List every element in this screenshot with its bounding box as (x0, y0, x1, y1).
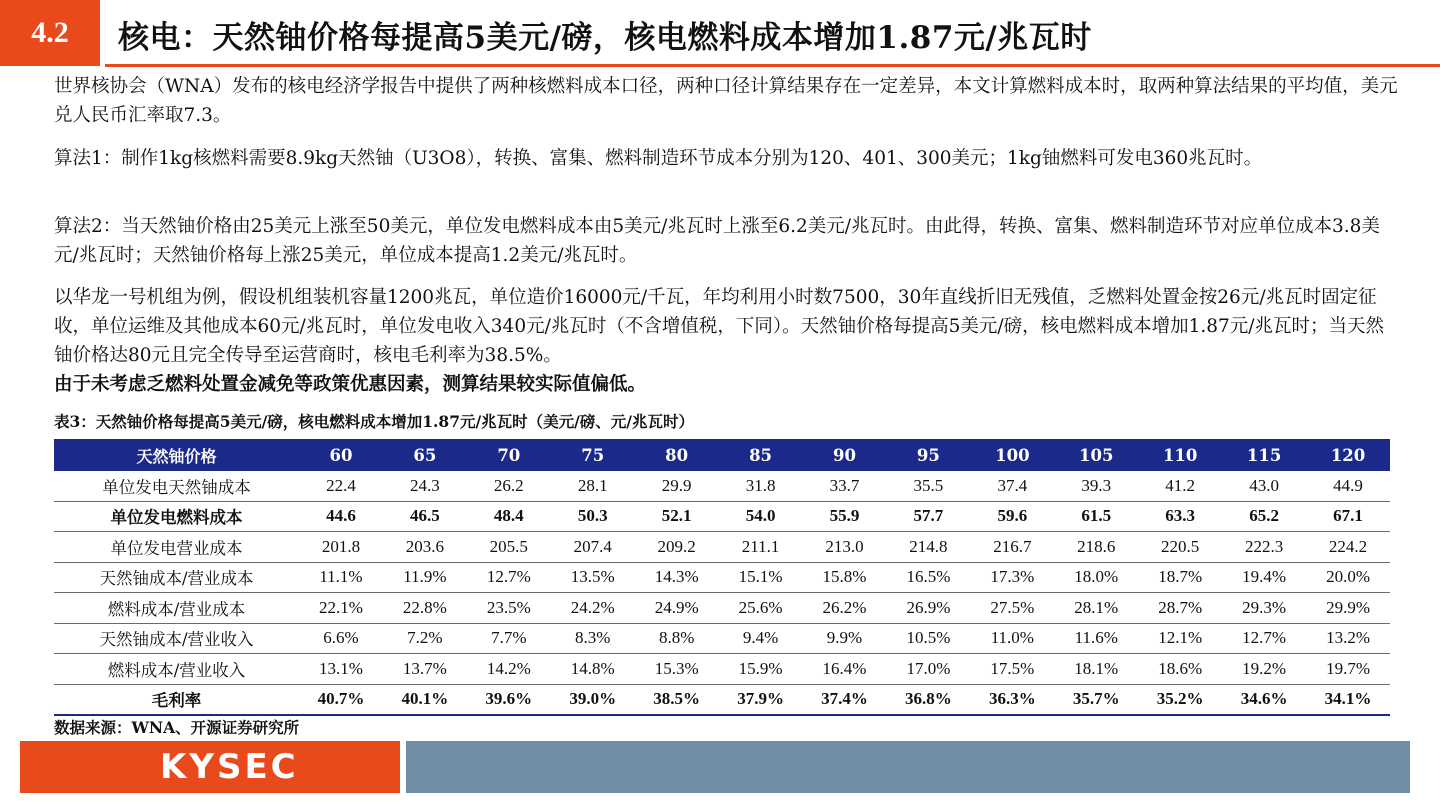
table-cell: 18.7% (1138, 562, 1222, 593)
table-cell: 9.4% (719, 623, 803, 654)
row-label: 单位发电营业成本 (54, 532, 299, 563)
table-cell: 14.3% (635, 562, 719, 593)
table-cell: 65.2 (1222, 501, 1306, 532)
row-label: 燃料成本/营业成本 (54, 593, 299, 624)
uranium-cost-table (54, 439, 1390, 716)
table-header-price: 65 (383, 439, 467, 471)
table-cell: 40.1% (383, 684, 467, 715)
table-cell: 24.2% (551, 593, 635, 624)
table-cell: 8.8% (635, 623, 719, 654)
table-header-price: 95 (886, 439, 970, 471)
table-cell: 13.2% (1306, 623, 1390, 654)
logo-text: KYSEC (160, 747, 299, 787)
table-cell: 12.1% (1138, 623, 1222, 654)
table-cell: 19.2% (1222, 654, 1306, 685)
table-cell: 57.7 (886, 501, 970, 532)
paragraph-wna-intro: 世界核协会（WNA）发布的核电经济学报告中提供了两种核燃料成本口径，两种口径计算结果存在一定差异，本文计算燃料成本时，取两种算法结果的平均值，美元兑人民币汇率取7.3。 (54, 76, 1398, 126)
table-cell: 46.5 (383, 501, 467, 532)
table-cell: 19.4% (1222, 562, 1306, 593)
table-cell: 11.9% (383, 562, 467, 593)
table-cell: 12.7% (467, 562, 551, 593)
table-cell: 8.3% (551, 623, 635, 654)
table-cell: 17.0% (886, 654, 970, 685)
table-header-price: 75 (551, 439, 635, 471)
table-cell: 201.8 (299, 532, 383, 563)
table-cell: 61.5 (1054, 501, 1138, 532)
table-cell: 213.0 (803, 532, 887, 563)
table-header-price: 70 (467, 439, 551, 471)
footer-bar (406, 741, 1410, 793)
title-underline (105, 64, 1440, 67)
table-cell: 15.3% (635, 654, 719, 685)
table-cell: 13.7% (383, 654, 467, 685)
table-cell: 67.1 (1306, 501, 1390, 532)
kysec-logo (20, 741, 400, 793)
table-header-price: 115 (1222, 439, 1306, 471)
table-cell: 27.5% (970, 593, 1054, 624)
table-cell: 29.9% (1306, 593, 1390, 624)
table-cell: 44.6 (299, 501, 383, 532)
table-cell: 35.7% (1054, 684, 1138, 715)
table-cell: 20.0% (1306, 562, 1390, 593)
table-cell: 207.4 (551, 532, 635, 563)
table-header-price: 90 (803, 439, 887, 471)
table-cell: 216.7 (970, 532, 1054, 563)
paragraph-hualong-example: 以华龙一号机组为例，假设机组装机容量1200兆瓦，单位造价16000元/千瓦，年均利用小时数7500，30年直线折旧无残值，乏燃料处置金按26元/兆瓦时固定征收，单位运维及其他成本60元/兆瓦时，单位发电收入340元/兆瓦时（不含增值税，下同）。天然铀价格每提高5美元/磅，核电燃料成本增加1.87元/兆瓦时；当天然铀价格达80元且完全传导至运营商时，核电毛利率为38.5%。 (54, 287, 1385, 366)
table-cell: 14.2% (467, 654, 551, 685)
table-header-row (54, 439, 1390, 471)
table-cell: 24.9% (635, 593, 719, 624)
paragraph-emphasis: 由于未考虑乏燃料处置金减免等政策优惠因素，测算结果较实际值偏低。 (54, 374, 647, 395)
table-cell: 13.5% (551, 562, 635, 593)
row-label: 燃料成本/营业收入 (54, 654, 299, 685)
table-caption: 表3：天然铀价格每提高5美元/磅，核电燃料成本增加1.87元/兆瓦时（美元/磅、元/兆瓦时） (54, 412, 694, 431)
table-cell: 14.8% (551, 654, 635, 685)
table-header-price: 120 (1306, 439, 1390, 471)
table-cell: 214.8 (886, 532, 970, 563)
table-cell: 24.3 (383, 471, 467, 501)
table-cell: 6.6% (299, 623, 383, 654)
table-cell: 43.0 (1222, 471, 1306, 501)
table-header-label: 天然铀价格 (54, 439, 299, 471)
table-cell: 35.2% (1138, 684, 1222, 715)
table-cell: 34.1% (1306, 684, 1390, 715)
table-cell: 18.6% (1138, 654, 1222, 685)
table-cell: 44.9 (1306, 471, 1390, 501)
table-row (54, 623, 1390, 654)
table-cell: 13.1% (299, 654, 383, 685)
table-cell: 28.7% (1138, 593, 1222, 624)
table-cell: 59.6 (970, 501, 1054, 532)
table-row (54, 562, 1390, 593)
table-cell: 28.1% (1054, 593, 1138, 624)
row-label: 天然铀成本/营业收入 (54, 623, 299, 654)
table-cell: 11.0% (970, 623, 1054, 654)
table-cell: 55.9 (803, 501, 887, 532)
table-cell: 37.4% (803, 684, 887, 715)
table-cell: 211.1 (719, 532, 803, 563)
paragraph-method-1: 算法1：制作1kg核燃料需要8.9kg天然铀（U3O8），转换、富集、燃料制造环节成本分别为120、401、300美元；1kg铀燃料可发电360兆瓦时。 (54, 148, 1263, 169)
table-cell: 205.5 (467, 532, 551, 563)
table-cell: 220.5 (1138, 532, 1222, 563)
section-number-badge: 4.2 (0, 0, 100, 66)
table-cell: 15.1% (719, 562, 803, 593)
table-cell: 35.5 (886, 471, 970, 501)
table-cell: 36.3% (970, 684, 1054, 715)
table-cell: 224.2 (1306, 532, 1390, 563)
table-cell: 15.8% (803, 562, 887, 593)
table-cell: 26.2 (467, 471, 551, 501)
table-cell: 26.9% (886, 593, 970, 624)
table-cell: 9.9% (803, 623, 887, 654)
row-label: 毛利率 (54, 684, 299, 715)
row-label: 单位发电天然铀成本 (54, 471, 299, 501)
table-cell: 38.5% (635, 684, 719, 715)
table-cell: 54.0 (719, 501, 803, 532)
table-cell: 26.2% (803, 593, 887, 624)
table-cell: 16.4% (803, 654, 887, 685)
table-cell: 29.9 (635, 471, 719, 501)
table-header-price: 85 (719, 439, 803, 471)
table-row (54, 593, 1390, 624)
table-cell: 39.6% (467, 684, 551, 715)
table-cell: 19.7% (1306, 654, 1390, 685)
table-cell: 222.3 (1222, 532, 1306, 563)
table-cell: 39.0% (551, 684, 635, 715)
table-header-price: 80 (635, 439, 719, 471)
table-row (54, 471, 1390, 501)
table-cell: 23.5% (467, 593, 551, 624)
table-header-price: 105 (1054, 439, 1138, 471)
table-cell: 39.3 (1054, 471, 1138, 501)
table-cell: 37.4 (970, 471, 1054, 501)
table-header-price: 110 (1138, 439, 1222, 471)
table-cell: 63.3 (1138, 501, 1222, 532)
table-cell: 37.9% (719, 684, 803, 715)
table-cell: 218.6 (1054, 532, 1138, 563)
table-cell: 50.3 (551, 501, 635, 532)
table-cell: 209.2 (635, 532, 719, 563)
paragraph-method-2: 算法2：当天然铀价格由25美元上涨至50美元，单位发电燃料成本由5美元/兆瓦时上涨至6.2美元/兆瓦时。由此得，转换、富集、燃料制造环节对应单位成本3.8美元/兆瓦时；天然铀价格每上涨25美元，单位成本提高1.2美元/兆瓦时。 (54, 216, 1380, 266)
table-header-price: 60 (299, 439, 383, 471)
table-row (54, 532, 1390, 563)
table-cell: 18.1% (1054, 654, 1138, 685)
table-cell: 18.0% (1054, 562, 1138, 593)
table-cell: 33.7 (803, 471, 887, 501)
table-cell: 17.3% (970, 562, 1054, 593)
table-row (54, 654, 1390, 685)
table-cell: 16.5% (886, 562, 970, 593)
table-cell: 52.1 (635, 501, 719, 532)
table-header-price: 100 (970, 439, 1054, 471)
table-cell: 29.3% (1222, 593, 1306, 624)
table-cell: 203.6 (383, 532, 467, 563)
table-cell: 34.6% (1222, 684, 1306, 715)
table-cell: 28.1 (551, 471, 635, 501)
table-cell: 40.7% (299, 684, 383, 715)
page-title: 核电：天然铀价格每提高5美元/磅，核电燃料成本增加1.87元/兆瓦时 (118, 19, 1092, 56)
table-cell: 10.5% (886, 623, 970, 654)
data-source: 数据来源：WNA、开源证券研究所 (54, 718, 300, 737)
table-row (54, 501, 1390, 532)
table-cell: 11.6% (1054, 623, 1138, 654)
row-label: 单位发电燃料成本 (54, 501, 299, 532)
table-cell: 36.8% (886, 684, 970, 715)
table-cell: 48.4 (467, 501, 551, 532)
table-cell: 31.8 (719, 471, 803, 501)
table-body (54, 471, 1390, 715)
table-cell: 7.7% (467, 623, 551, 654)
table-cell: 12.7% (1222, 623, 1306, 654)
table-cell: 22.1% (299, 593, 383, 624)
table-cell: 7.2% (383, 623, 467, 654)
table-cell: 22.4 (299, 471, 383, 501)
table-cell: 41.2 (1138, 471, 1222, 501)
row-label: 天然铀成本/营业成本 (54, 562, 299, 593)
table-cell: 17.5% (970, 654, 1054, 685)
table-cell: 25.6% (719, 593, 803, 624)
table-cell: 11.1% (299, 562, 383, 593)
table-cell: 22.8% (383, 593, 467, 624)
table-row (54, 684, 1390, 715)
table-cell: 15.9% (719, 654, 803, 685)
